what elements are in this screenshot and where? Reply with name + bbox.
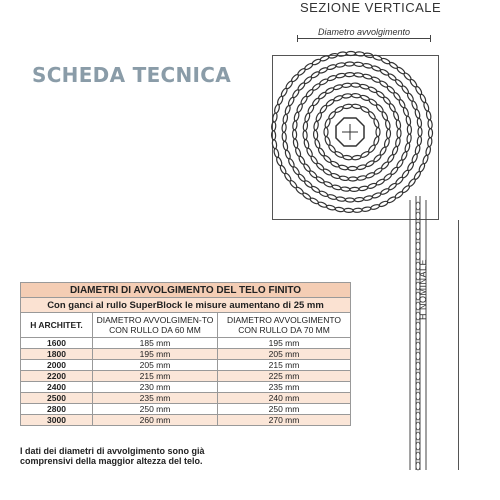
slat-link (376, 128, 380, 137)
footnote: I dati dei diametri di avvolgimento sono già comprensivi della maggior altezza del telo. (20, 446, 205, 466)
slat-link (357, 175, 367, 181)
table-row (21, 371, 351, 382)
cell-height: 2400 (21, 382, 93, 393)
cell-70mm: 235 mm (218, 382, 351, 393)
slat-link (391, 146, 398, 156)
curtain-link (416, 462, 420, 470)
cell-height: 1800 (21, 349, 93, 360)
slat-link (372, 192, 382, 199)
slat-link (342, 83, 351, 88)
slat-link (283, 141, 289, 151)
column-header-70mm: DIAMETRO AVVOLGIMENTO CON RULLO DA 70 MM (218, 313, 351, 338)
curtain-link (416, 222, 420, 230)
table-title: DIAMETRI DI AVVOLGIMENTO DEL TELO FINITO (21, 283, 351, 298)
cell-70mm: 205 mm (218, 349, 351, 360)
curtain-link (416, 212, 420, 220)
slat-link (371, 65, 381, 72)
table-row (21, 360, 351, 371)
slat-link (293, 139, 299, 149)
slat-link (427, 137, 432, 146)
slat-link (271, 122, 276, 131)
slat-link (341, 187, 350, 192)
slat-link (313, 130, 318, 139)
table-subtitle: Con ganci al rullo SuperBlock le misure aumentano di 25 mm (21, 298, 351, 313)
slat-link (293, 112, 299, 122)
cell-70mm: 250 mm (218, 404, 351, 415)
slat-link (288, 158, 296, 168)
slat-link (425, 146, 431, 156)
slat-link (342, 93, 351, 98)
height-dimension-line (458, 220, 459, 470)
curtain-link (416, 432, 420, 440)
slat-link (295, 147, 302, 157)
cell-height: 2500 (21, 393, 93, 404)
slat-link (384, 138, 390, 148)
slat-link (363, 73, 373, 79)
slat-link (326, 204, 336, 210)
cell-60mm: 195 mm (93, 349, 218, 360)
curtain-link (416, 382, 420, 390)
cell-height: 1600 (21, 338, 93, 349)
slat-link (407, 134, 412, 143)
slat-link (303, 130, 308, 139)
cell-height: 2200 (21, 371, 93, 382)
slat-link (354, 72, 363, 77)
slat-link (327, 75, 337, 82)
curtain-link (416, 322, 420, 330)
slat-link (314, 139, 321, 149)
curtain-link (416, 202, 420, 210)
slat-link (372, 54, 382, 61)
slat-link (346, 51, 355, 55)
slat-link (370, 204, 380, 210)
cell-height: 3000 (21, 415, 93, 426)
cell-60mm: 185 mm (93, 338, 218, 349)
slat-link (354, 197, 363, 202)
slat-link (363, 195, 373, 201)
slat-link (339, 176, 349, 181)
slat-link (353, 208, 362, 213)
slat-link (332, 184, 342, 190)
slat-link (385, 120, 391, 130)
table-row (21, 393, 351, 404)
slat-link (386, 129, 390, 138)
section-title: SEZIONE VERTICALE (300, 0, 442, 15)
slat-link (337, 52, 346, 57)
table-row (21, 349, 351, 360)
curtain-link (416, 442, 420, 450)
slat-link (274, 104, 280, 114)
slat-link (360, 84, 370, 90)
curtain-link (416, 342, 420, 350)
cell-60mm: 250 mm (93, 404, 218, 415)
slat-link (327, 194, 337, 200)
cell-70mm: 270 mm (218, 415, 351, 426)
slat-link (365, 172, 375, 179)
column-header-60mm: DIAMETRO AVVOLGIMEN-TO CON RULLO DA 60 MM (93, 313, 218, 338)
slat-link (355, 51, 364, 56)
slat-link (292, 121, 297, 130)
slat-link (351, 83, 360, 88)
slat-link (362, 206, 372, 212)
slat-link (396, 120, 401, 130)
slat-link (271, 131, 275, 140)
slat-link (404, 143, 410, 153)
cell-60mm: 215 mm (93, 371, 218, 382)
slat-link (414, 145, 420, 155)
curtain-link (416, 352, 420, 360)
slat-link (423, 102, 430, 112)
slat-link (284, 150, 291, 160)
table-row (21, 415, 351, 426)
slat-link (343, 104, 353, 110)
slat-link (273, 148, 279, 158)
slat-link (411, 153, 418, 163)
slat-link (411, 100, 418, 110)
slat-link (345, 62, 354, 66)
slat-link (354, 62, 363, 67)
slat-link (406, 116, 412, 126)
slat-link (348, 166, 357, 170)
slat-link (339, 164, 349, 170)
slat-link (390, 166, 399, 175)
slat-link (282, 123, 287, 132)
slat-link (282, 114, 288, 124)
page-title: SCHEDA TECNICA (32, 63, 232, 87)
cell-60mm: 235 mm (93, 393, 218, 404)
slat-link (428, 129, 432, 138)
slat-link (272, 139, 277, 149)
cell-60mm: 205 mm (93, 360, 218, 371)
slat-link (417, 118, 422, 127)
slat-link (333, 95, 343, 102)
slat-link (335, 207, 345, 212)
slat-link (402, 107, 409, 117)
cell-70mm: 225 mm (218, 371, 351, 382)
slat-link (292, 130, 296, 139)
slat-link (417, 136, 422, 145)
slat-link (364, 52, 374, 58)
slat-link (345, 198, 354, 202)
winding-diameter-table (20, 282, 351, 426)
height-label: H NOMINALE (418, 258, 428, 320)
column-header-height: H ARCHITET. (21, 313, 93, 338)
cell-70mm: 195 mm (218, 338, 351, 349)
slat-link (276, 157, 283, 167)
curtain-link (416, 362, 420, 370)
table-row (21, 338, 351, 349)
slat-link (284, 105, 291, 115)
slat-link (320, 55, 330, 62)
slat-link (272, 113, 278, 123)
curtain-link (416, 402, 420, 410)
slat-link (282, 132, 287, 141)
slat-link (333, 84, 343, 91)
slat-link (418, 127, 422, 136)
curtain-link (416, 422, 420, 430)
cell-70mm: 240 mm (218, 393, 351, 404)
slat-link (343, 155, 353, 161)
slat-link (336, 73, 346, 79)
slat-link (328, 53, 338, 59)
slat-link (367, 182, 377, 189)
curtain-link (416, 452, 420, 460)
slat-link (313, 121, 319, 131)
slat-link (336, 62, 346, 67)
cell-70mm: 215 mm (218, 360, 351, 371)
curtain-link (416, 332, 420, 340)
cell-height: 2800 (21, 404, 93, 415)
slat-link (351, 93, 360, 98)
slat-link (380, 188, 390, 196)
slat-link (414, 109, 420, 119)
slat-link (407, 125, 411, 134)
dimension-label: Diametro avvolgimento (318, 27, 411, 37)
table-row (21, 382, 351, 393)
slat-link (345, 72, 354, 76)
curtain-link (416, 412, 420, 420)
slat-link (303, 121, 308, 130)
slat-link (363, 63, 373, 69)
slat-link (336, 196, 346, 201)
slat-link (373, 118, 380, 128)
slat-link (334, 106, 344, 114)
slat-link (350, 187, 359, 191)
slat-link (303, 139, 309, 149)
slat-link (348, 177, 357, 181)
slat-link (395, 137, 401, 147)
cell-height: 2000 (21, 360, 93, 371)
slat-link (324, 128, 328, 137)
slat-link (428, 120, 433, 129)
table-row (21, 404, 351, 415)
slat-link (324, 136, 331, 146)
slat-link (344, 208, 353, 212)
slat-link (352, 155, 362, 161)
slat-link (327, 64, 337, 71)
slat-link (393, 111, 400, 121)
slat-link (360, 151, 370, 159)
slat-link (304, 113, 311, 123)
slat-link (357, 164, 367, 170)
cell-60mm: 260 mm (93, 415, 218, 426)
curtain-link (416, 392, 420, 400)
slat-link (426, 111, 432, 121)
slat-link (359, 186, 369, 192)
slat-link (352, 104, 362, 110)
cell-60mm: 230 mm (93, 382, 218, 393)
curtain-link (416, 372, 420, 380)
slat-link (397, 129, 401, 138)
slat-link (381, 111, 389, 121)
